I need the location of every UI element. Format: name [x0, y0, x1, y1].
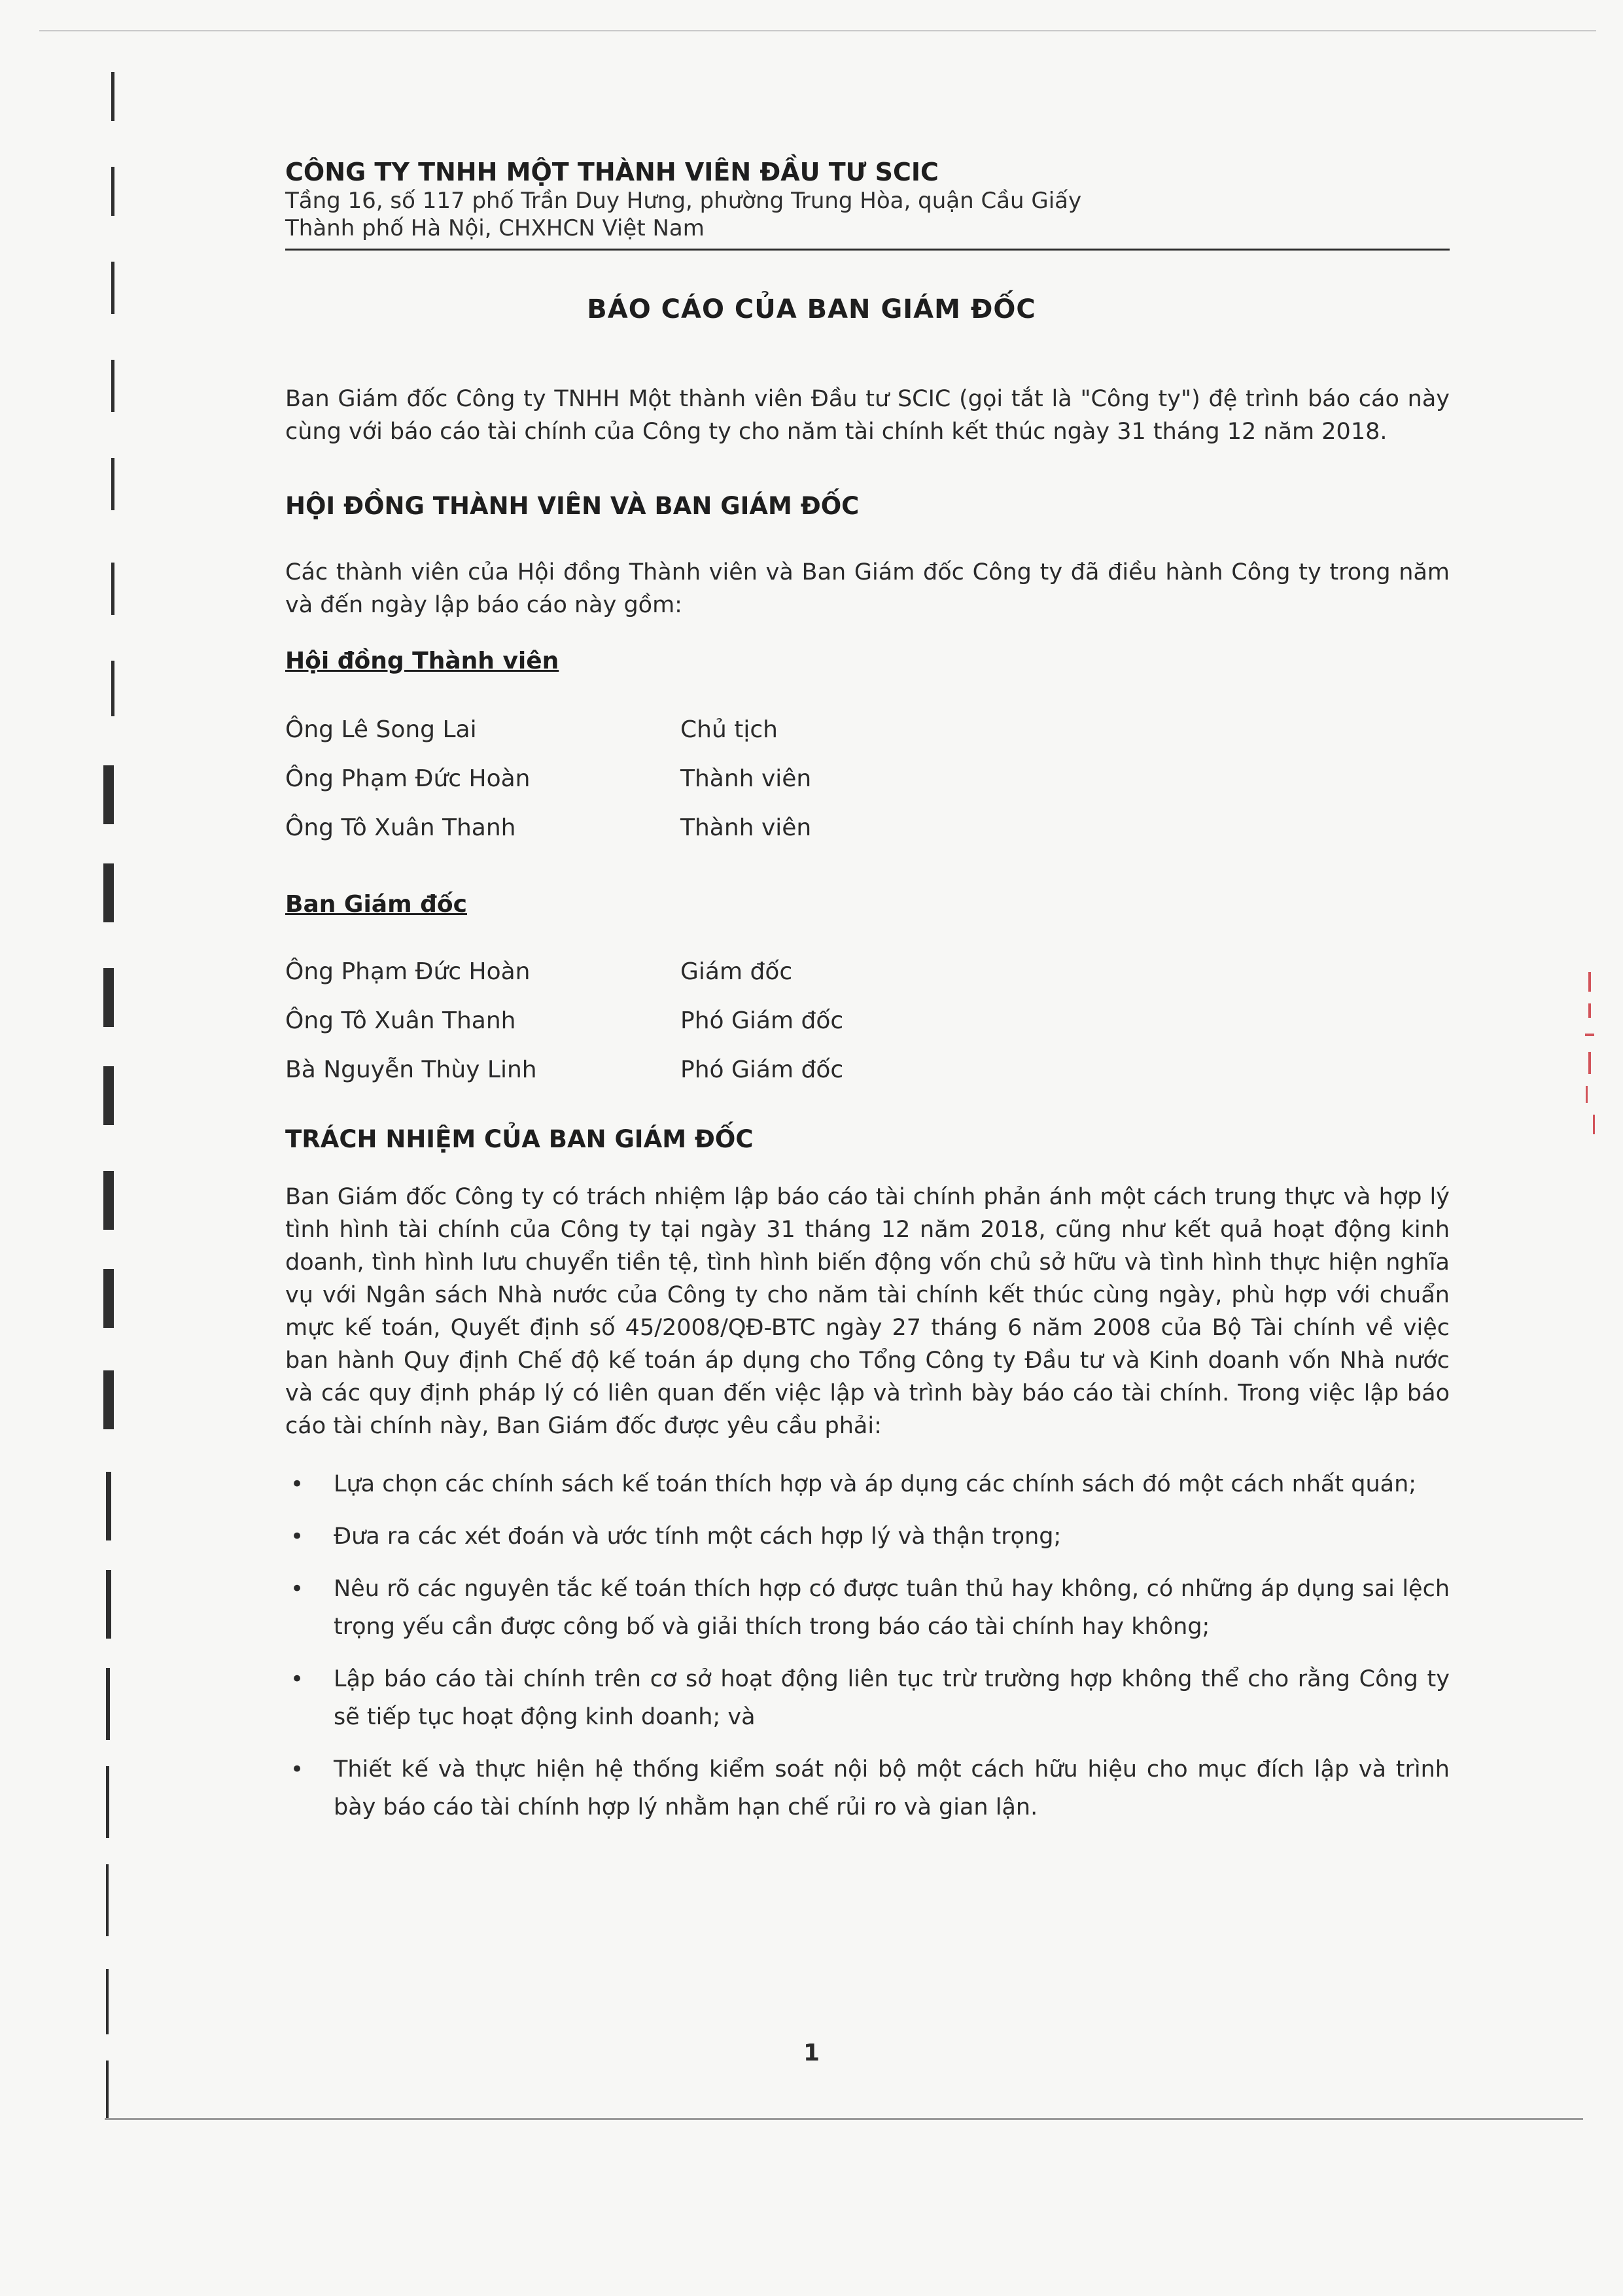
binder-mark	[103, 1269, 114, 1328]
list-item: • Nêu rõ các nguyên tắc kế toán thích hợp có được tuân thủ hay không, có những áp dụng sai lệch trọng yếu cần được công bố và giải thích trong báo cáo tài chính hay không;	[285, 1570, 1450, 1646]
binder-mark	[106, 2061, 109, 2119]
scan-top-edge	[39, 30, 1596, 31]
binder-mark	[103, 863, 114, 922]
requirements-list	[285, 1465, 1450, 1841]
binder-mark	[111, 72, 114, 121]
list-item: • Lập báo cáo tài chính trên cơ sở hoạt động liên tục trừ trường hợp không thể cho rằng Công ty sẽ tiếp tục hoạt động kinh doanh; và	[285, 1660, 1450, 1736]
council-member-role: Chủ tịch	[680, 716, 778, 743]
header-divider	[285, 249, 1450, 251]
board-subheading: Ban Giám đốc	[285, 891, 467, 918]
binder-mark	[111, 360, 114, 412]
board-member-name: Bà Nguyễn Thùy Linh	[285, 1056, 537, 1083]
list-item: • Thiết kế và thực hiện hệ thống kiểm soát nội bộ một cách hữu hiệu cho mục đích lập và trình bày báo cáo tài chính hợp lý nhằm hạn chế rủi ro và gian lận.	[285, 1750, 1450, 1826]
council-member-role: Thành viên	[680, 765, 812, 792]
red-stamp-mark	[1577, 968, 1603, 1146]
council-member-role: Thành viên	[680, 814, 812, 841]
council-member-name: Ông Lê Song Lai	[285, 716, 477, 743]
binder-mark	[111, 458, 114, 510]
binder-mark	[106, 1969, 109, 2034]
binder-mark	[111, 167, 114, 216]
binder-mark	[103, 968, 114, 1027]
board-member-name: Ông Phạm Đức Hoàn	[285, 958, 531, 985]
board-member-role: Phó Giám đốc	[680, 1007, 844, 1034]
binder-mark	[111, 563, 114, 615]
binder-mark	[103, 765, 114, 824]
company-header	[285, 157, 1450, 242]
responsibility-paragraph: Ban Giám đốc Công ty có trách nhiệm lập báo cáo tài chính phản ánh một cách trung thực và hợp lý tình hình tài chính của Công ty tại ngày 31 tháng 12 năm 2018, cũng như kết quả hoạt động kinh doanh, tình hình lưu chuyển tiền tệ, tình hình biến động vốn chủ sở hữu và tình hình thực hiện nghĩa vụ với Ngân sách Nhà nước của Công ty cho năm tài chính kết thúc cùng ngày, phù hợp với chuẩn mực kế toán, Quyết định số 45/2008/QĐ-BTC ngày 27 tháng 6 năm 2008 của Bộ Tài chính về việc ban hành Quy định Chế độ kế toán áp dụng cho Tổng Công ty Đầu tư và Kinh doanh vốn Nhà nước và các quy định pháp lý có liên quan đến việc lập và trình bày báo cáo tài chính. Trong việc lập báo cáo tài chính này, Ban Giám đốc được yêu cầu phải:	[285, 1184, 1450, 1439]
address-line-2: Thành phố Hà Nội, CHXHCN Việt Nam	[285, 215, 705, 241]
binder-mark	[106, 1766, 109, 1838]
page-number: 1	[803, 2040, 820, 2066]
report-title: BÁO CÁO CỦA BAN GIÁM ĐỐC	[587, 294, 1036, 324]
council-member-name: Ông Phạm Đức Hoàn	[285, 765, 531, 792]
board-member-role: Phó Giám đốc	[680, 1056, 844, 1083]
company-name: CÔNG TY TNHH MỘT THÀNH VIÊN ĐẦU TƯ SCIC	[285, 158, 939, 186]
list-item: • Đưa ra các xét đoán và ước tính một cách hợp lý và thận trọng;	[285, 1518, 1450, 1556]
board-member-name: Ông Tô Xuân Thanh	[285, 1007, 516, 1034]
binder-mark	[103, 1066, 114, 1125]
members-intro-paragraph: Các thành viên của Hội đồng Thành viên và Ban Giám đốc Công ty đã điều hành Công ty trong năm và đến ngày lập báo cáo này gồm:	[285, 559, 1450, 618]
scan-bottom-edge	[105, 2118, 1583, 2120]
section-heading-responsibility: TRÁCH NHIỆM CỦA BAN GIÁM ĐỐC	[285, 1125, 754, 1153]
binder-mark	[106, 1472, 111, 1540]
binder-mark	[106, 1668, 110, 1740]
council-member-name: Ông Tô Xuân Thanh	[285, 814, 516, 841]
intro-paragraph: Ban Giám đốc Công ty TNHH Một thành viên Đầu tư SCIC (gọi tắt là "Công ty") đệ trình báo cáo này cùng với báo cáo tài chính của Công ty cho năm tài chính kết thúc ngày 31 tháng 12 năm 2018.	[285, 386, 1450, 445]
binder-mark	[103, 1370, 114, 1429]
list-item: • Lựa chọn các chính sách kế toán thích hợp và áp dụng các chính sách đó một cách nhất quán;	[285, 1465, 1450, 1503]
binder-mark	[106, 1570, 111, 1639]
binder-mark	[106, 1864, 109, 1936]
binder-mark	[103, 1171, 114, 1230]
address-line-1: Tầng 16, số 117 phố Trần Duy Hưng, phường Trung Hòa, quận Cầu Giấy	[285, 188, 1082, 214]
binder-mark	[111, 661, 114, 716]
board-member-role: Giám đốc	[680, 958, 793, 985]
council-subheading: Hội đồng Thành viên	[285, 648, 559, 674]
section-heading-board-members: HỘI ĐỒNG THÀNH VIÊN VÀ BAN GIÁM ĐỐC	[285, 492, 860, 520]
